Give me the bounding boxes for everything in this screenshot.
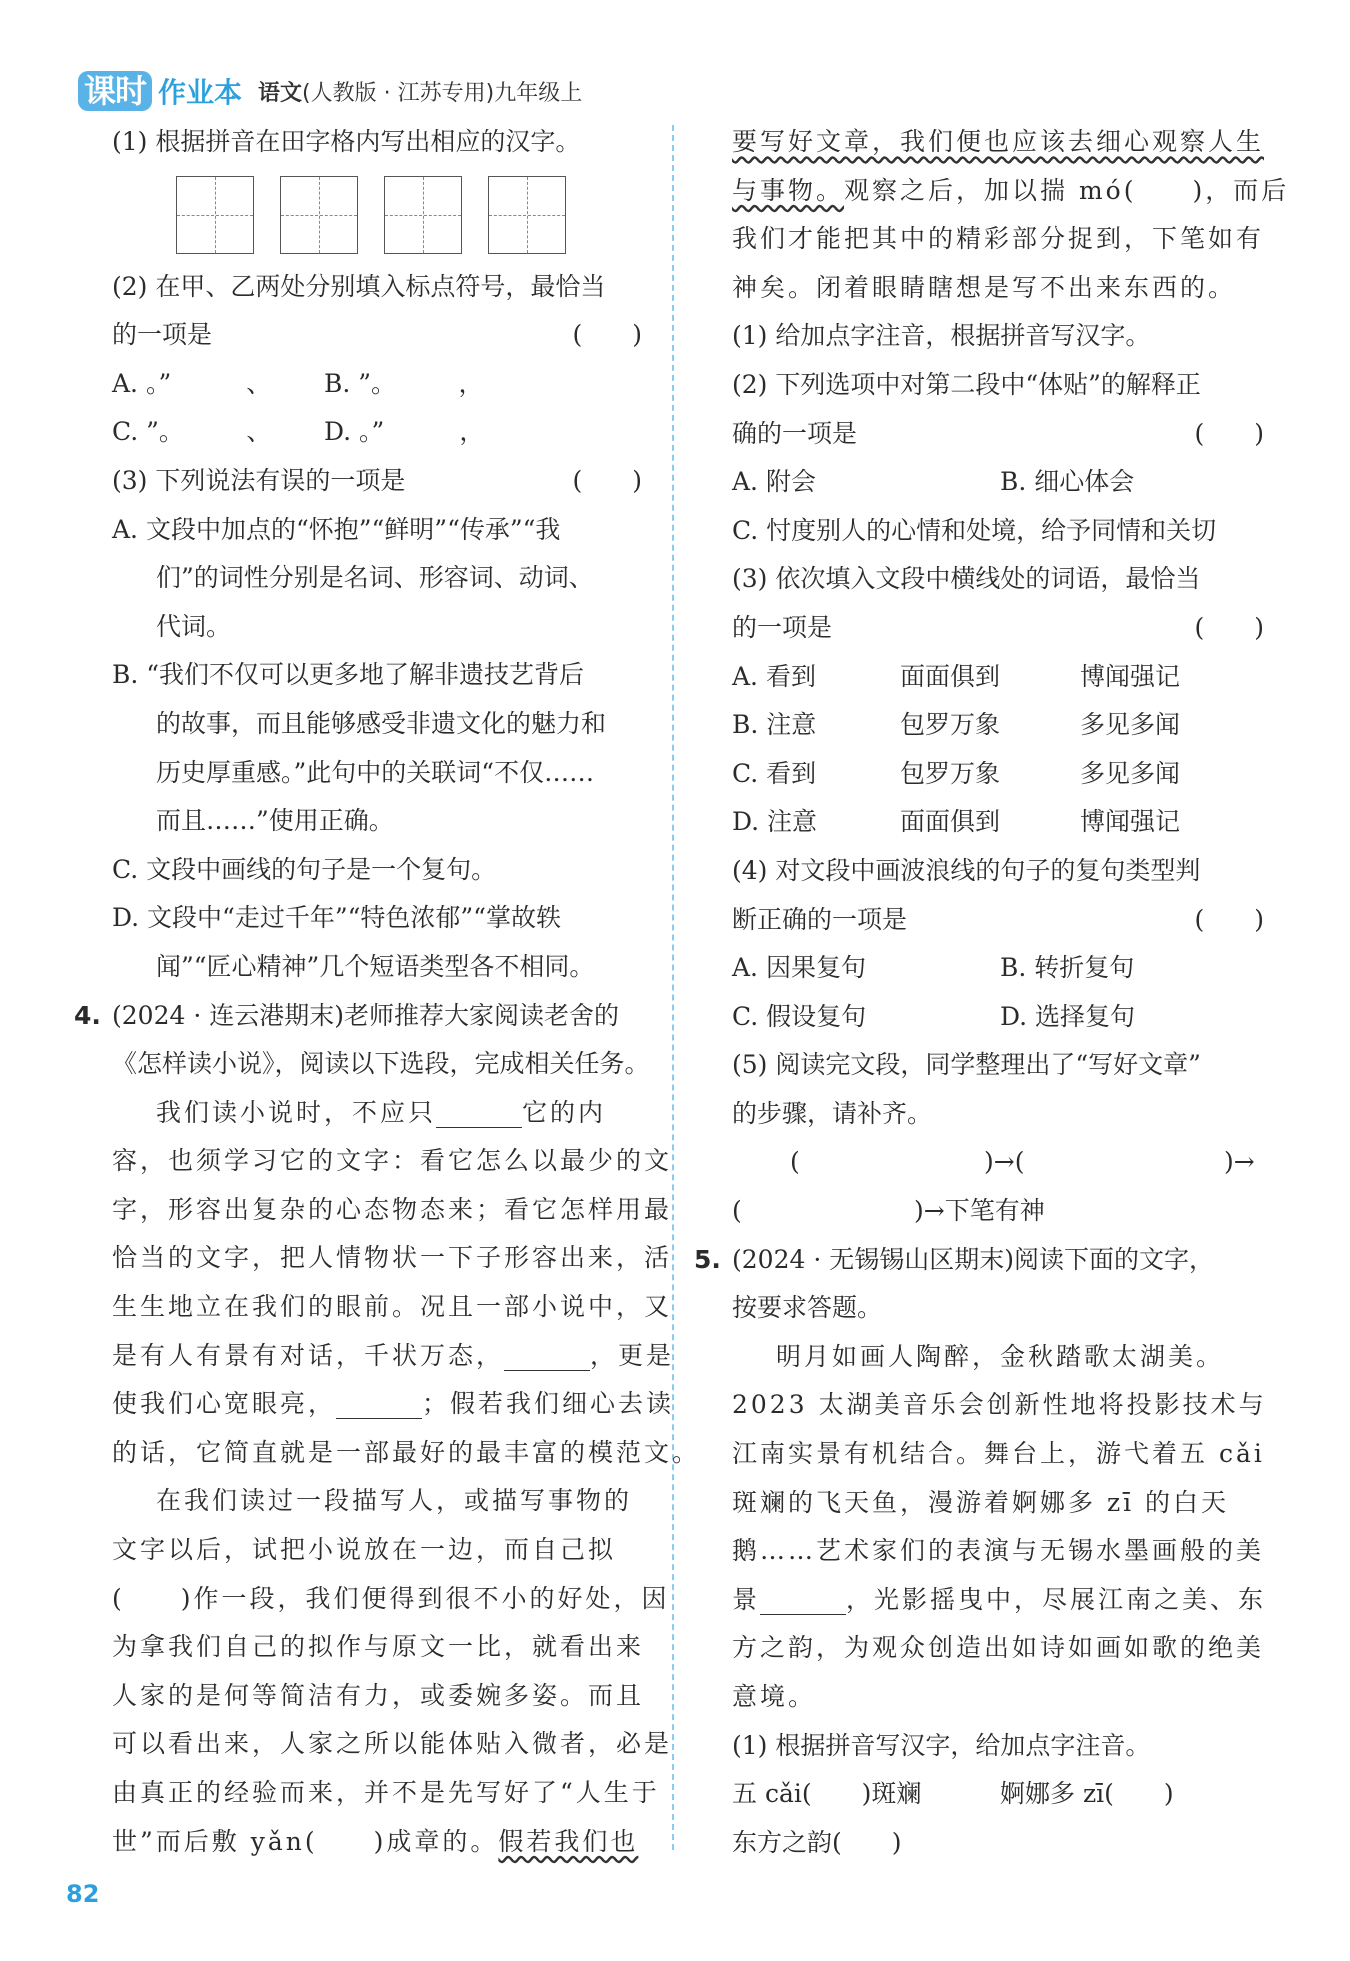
logo-text: 作业本 [158, 76, 243, 109]
passage-text: ；假若我们细心去读 [422, 1389, 675, 1419]
passage-line: 的话，它简直就是一部最好的最丰富的模范文。 [112, 1437, 701, 1467]
passage-line [732, 167, 1290, 216]
answer-bracket[interactable]: ( ) [1194, 904, 1264, 934]
question-number: 5. [694, 1244, 721, 1274]
option-word: 博闻强记 [1080, 807, 1181, 837]
q-1-prompt: (1) 根据拼音在田字格内写出相应的汉字。 [112, 127, 581, 156]
option-d-cont: 闻”“匠心精神”几个短语类型各不相同。 [156, 951, 595, 981]
tianzige-box[interactable] [488, 176, 566, 254]
passage-line: 鹅……艺术家们的表演与无锡水墨画般的美 [732, 1536, 1265, 1566]
passage-4 [112, 1089, 701, 1867]
answer-bracket[interactable]: ( ) [1194, 418, 1264, 448]
option-c-text[interactable]: C. 文段中画线的句子是一个复句。 [112, 854, 497, 884]
q-3-prompt-tail: 的一项是 [732, 612, 833, 642]
passage-text: 我们读小说时，不应只 [156, 1097, 437, 1127]
option-c[interactable] [732, 750, 1264, 799]
option-d-text[interactable]: D. 文段中“走过千年”“特色浓郁”“掌故轶 [112, 903, 561, 933]
option-word: B. 注意 [732, 710, 817, 740]
passage-line: 容，也须学习它的文字：看它怎么以最少的文 [112, 1146, 673, 1176]
option-a[interactable] [732, 653, 1264, 702]
option-b[interactable]: B. ”。 ， [324, 368, 484, 398]
step-arrow: )→ [1224, 1147, 1255, 1177]
passage-text: 世”而后敷 yǎn( )成章的。 [112, 1826, 499, 1856]
fill-blank[interactable] [760, 1588, 846, 1615]
q-2-prompt-cont [732, 410, 1264, 459]
q-5-source: (2024 · 无锡锡山区期末)阅读下面的文字， [732, 1244, 1214, 1274]
edition: (人教版 · 江苏专用)九年级上 [302, 80, 583, 106]
q-3-text: (3) 下列说法有误的一项是 [112, 465, 406, 495]
passage-line: 方之韵，为观众创造出如诗如画如歌的绝美 [732, 1633, 1265, 1663]
option-b-text[interactable]: B. “我们不仅可以更多地了解非遗技艺背后 [112, 660, 585, 690]
fill-blank[interactable] [436, 1101, 522, 1128]
passage-line: 文字以后，试把小说放在一边，而自己拟 [112, 1535, 617, 1565]
answer-item[interactable]: 东方之韵( ) [732, 1827, 902, 1857]
option-row [732, 944, 1264, 993]
answer-bracket[interactable]: ( ) [572, 320, 642, 350]
option-row [112, 408, 642, 457]
passage-line: 神矣。闭着眼睛瞎想是写不出来东西的。 [732, 272, 1237, 302]
option-a-cont: 代词。 [156, 611, 232, 641]
passage-text: ，更是 [590, 1340, 675, 1370]
option-a-cont: 们”的词性分别是名词、形容词、动词、 [156, 563, 594, 593]
passage-text: ，光影摇曳中，尽展江南之美、东 [846, 1584, 1267, 1614]
q-3-prompt: (3) 依次填入文段中横线处的词语，最恰当 [732, 564, 1201, 594]
q-4-prompt-cont [732, 896, 1264, 945]
option-row [732, 993, 1264, 1042]
passage-line: 2023 太湖美音乐会创新性地将投影技术与 [732, 1390, 1267, 1420]
tianzige-box[interactable] [176, 176, 254, 254]
answer-row [732, 1770, 1264, 1819]
option-b[interactable]: B. 转折复句 [1000, 953, 1135, 983]
option-c[interactable]: C. 假设复句 [732, 1001, 867, 1031]
passage-line: 江南实景有机结合。舞台上，游弋着五 cǎi [732, 1439, 1265, 1469]
passage-4-cont [732, 118, 1290, 312]
passage-line [112, 1380, 675, 1429]
q-4-source: (2024 · 连云港期末)老师推荐大家阅读老舍的 [112, 1000, 619, 1030]
q-2-prompt: (2) 下列选项中对第二段中“体贴”的解释正 [732, 369, 1201, 399]
option-b-cont: 的故事，而且能够感受非遗文化的魅力和 [156, 708, 607, 738]
bracket-open: ( [732, 1196, 742, 1226]
option-row [732, 458, 1264, 507]
tianzige-box[interactable] [280, 176, 358, 254]
option-b[interactable]: B. 细心体会 [1000, 467, 1135, 497]
q-4-title [74, 992, 642, 1041]
option-c[interactable]: C. 忖度别人的心情和处境，给予同情和关切 [732, 515, 1217, 545]
passage-text: 使我们心宽眼亮， [112, 1389, 337, 1419]
passage-text: 它的内 [522, 1097, 607, 1127]
steps-row [732, 1187, 1264, 1236]
q-2-prompt-tail: 的一项是 [112, 320, 213, 350]
option-word: C. 看到 [732, 758, 817, 788]
option-d[interactable]: D. 。” ， [324, 417, 485, 447]
question-number: 4. [74, 1000, 101, 1030]
q-5-title-cont: 按要求答题。 [732, 1293, 883, 1323]
header [78, 70, 582, 112]
q-4-prompt: (4) 对文段中画波浪线的句子的复句类型判 [732, 855, 1201, 885]
option-b[interactable] [732, 701, 1264, 750]
passage-text: 是有人有景有对话，千状万态， [112, 1340, 505, 1370]
option-b-cont: 历史厚重感。”此句中的关联词“不仅…… [156, 757, 595, 787]
column-divider [672, 125, 674, 1850]
passage-line [732, 1576, 1267, 1625]
answer-bracket[interactable]: ( ) [572, 465, 642, 495]
left-column [74, 118, 701, 1866]
q-3-prompt [112, 457, 642, 506]
option-a[interactable]: A. 因果复句 [732, 953, 866, 983]
passage-line: 人家的是何等简洁有力，或委婉多姿。而且 [112, 1680, 645, 1710]
passage-line: 由真正的经验而来，并不是先写好了“人生于 [112, 1778, 660, 1807]
passage-text: 景 [732, 1584, 761, 1614]
answer-bracket[interactable]: ( ) [1194, 612, 1264, 642]
book-subtitle [258, 76, 582, 107]
option-a-text[interactable]: A. 文段中加点的“怀抱”“鲜明”“传承”“我 [112, 514, 561, 544]
tianzige-box[interactable] [384, 176, 462, 254]
q-5-1-prompt: (1) 根据拼音写汉字，给加点字注音。 [732, 1730, 1151, 1760]
passage-line: 意境。 [732, 1682, 817, 1711]
logo-mark: 课时 [78, 71, 152, 111]
option-word: 包罗万象 [900, 710, 1001, 740]
right-column [694, 118, 1290, 1867]
passage-line: 明月如画人陶醉，金秋踏歌太湖美。 [776, 1341, 1225, 1371]
option-c[interactable]: C. ”。 、 [112, 417, 272, 447]
answer-item[interactable]: 五 cǎi( )斑斓 [732, 1779, 922, 1809]
option-a[interactable]: A. 。” 、 [112, 368, 272, 398]
passage-line: 恰当的文字，把人情物状一下子形容出来，活 [112, 1243, 673, 1273]
option-word: 面面俱到 [900, 661, 1001, 691]
wavy-underlined-text: 要写好文章，我们便也应该去细心观察人生 [732, 127, 1265, 156]
steps-row [732, 1138, 1264, 1187]
passage-line: 在我们读过一段描写人，或描写事物的 [156, 1486, 633, 1516]
passage-line [112, 1818, 642, 1867]
step-arrow: )→( [984, 1147, 1025, 1177]
option-word: 多见多闻 [1080, 758, 1181, 788]
passage-text: 观察之后，加以揣 mó( )，而后 [844, 175, 1290, 205]
wavy-underlined-text: 与事物。 [732, 175, 845, 205]
q-4-prompt-tail: 断正确的一项是 [732, 904, 908, 934]
q-4-title-cont: 《怎样读小说》，阅读以下选段，完成相关任务。 [112, 1049, 650, 1079]
option-word: D. 注意 [732, 807, 818, 837]
passage-line: 生生地立在我们的眼前。况且一部小说中，又 [112, 1292, 673, 1322]
fill-blank[interactable] [336, 1392, 422, 1419]
q-5-prompt-cont: 的步骤，请补齐。 [732, 1098, 933, 1128]
q-1-prompt: (1) 给加点字注音，根据拼音写汉字。 [732, 321, 1151, 351]
bracket-open: ( [790, 1147, 800, 1177]
passage-line [112, 1089, 642, 1138]
subject: 语文 [258, 80, 303, 106]
tianzige-grid [112, 167, 642, 263]
passage-line: ( )作一段，我们便得到很不小的好处，因 [112, 1583, 670, 1613]
passage-line [732, 118, 1264, 167]
option-word: A. 看到 [732, 661, 816, 691]
passage-line: 字，形容出复杂的心态物态来；看它怎样用最 [112, 1194, 673, 1224]
passage-line [112, 1332, 675, 1381]
passage-5 [732, 1333, 1267, 1722]
option-b-cont: 而且……”使用正确。 [156, 806, 394, 836]
option-word: 面面俱到 [900, 807, 1001, 837]
passage-line: 为拿我们自己的拟作与原文一比，就看出来 [112, 1632, 645, 1662]
option-word: 包罗万象 [900, 758, 1001, 788]
passage-line: 可以看出来，人家之所以能体贴入微者，必是 [112, 1729, 673, 1759]
logo [78, 71, 242, 111]
answer-item[interactable]: 婀娜多 zī( ) [1000, 1779, 1174, 1809]
option-word: 多见多闻 [1080, 710, 1181, 740]
q-2-prompt-tail: 确的一项是 [732, 418, 858, 448]
step-arrow: )→下笔有神 [914, 1196, 1045, 1226]
option-d[interactable]: D. 选择复句 [1000, 1001, 1136, 1031]
fill-blank[interactable] [504, 1344, 590, 1371]
passage-line: 我们才能把其中的精彩部分捉到，下笔如有 [732, 224, 1265, 254]
option-a[interactable]: A. 附会 [732, 467, 816, 497]
wavy-underlined-text: 假若我们也 [498, 1826, 639, 1856]
option-word: 博闻强记 [1080, 661, 1181, 691]
page-number: 82 [66, 1880, 100, 1908]
option-d[interactable] [732, 798, 1264, 847]
q-2-prompt-cont [112, 311, 642, 360]
passage-line: 斑斓的飞天鱼，漫游着婀娜多 zī 的白天 [732, 1487, 1230, 1517]
q-5-title [694, 1236, 1264, 1285]
q-2-prompt: (2) 在甲、乙两处分别填入标点符号，最恰当 [112, 271, 606, 301]
q-5-prompt: (5) 阅读完文段，同学整理出了“写好文章” [732, 1050, 1201, 1080]
option-row [112, 360, 642, 409]
q-3-prompt-cont [732, 604, 1264, 653]
